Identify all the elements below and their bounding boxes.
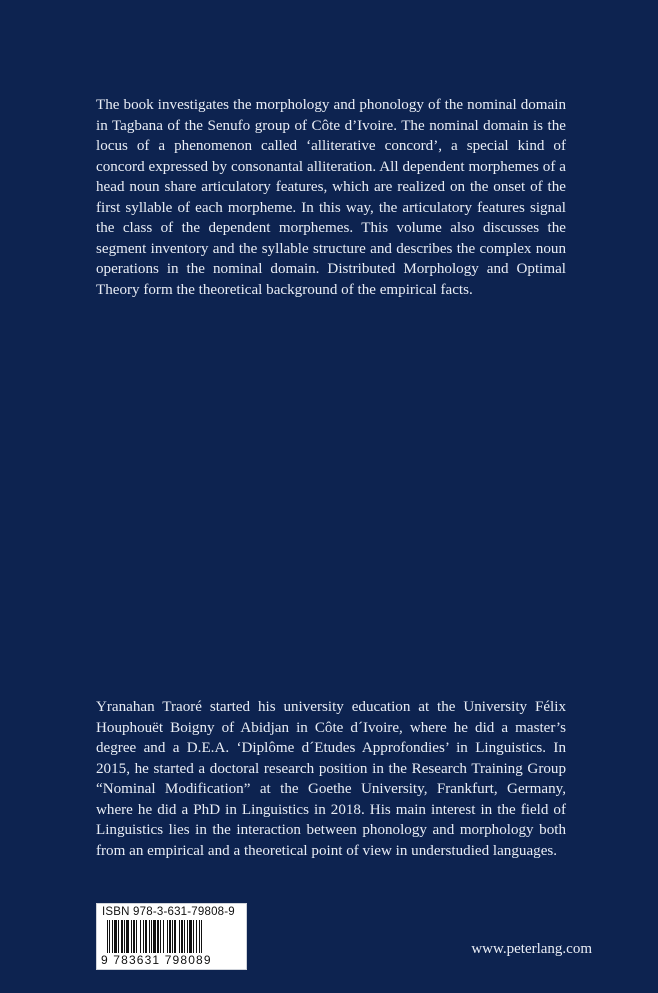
author-biography: Yranahan Traoré started his university education at the University Félix Houphouët Boigny of Abidjan in Côte d´Ivoire, where he did a master’s degree and a D.E.A. ‘Diplôme d´Etudes Approfondies’ in Linguistics. In 2015, he started a doctoral research position in the Research Training Group “Nominal Modification” at the Goethe University, Frankfurt, Germany, where he did a PhD in Linguistics in 2018. His main interest in the field of Linguistics lies in the interaction between phonology and morphology both from an empirical and a theoretical point of view in understudied languages. bbox=[96, 699, 566, 859]
barcode-bar bbox=[184, 920, 185, 956]
book-description: The book investigates the morphology and phonology of the nominal domain in Tagbana of the Senufo group of Côte d’Ivoire. The nominal domain is the locus of a phenomenon called ‘alliterative concord’, a special kind of concord expressed by consonantal alliteration. All dependent morphemes of a head noun share articulatory features, which are realized on the onset of the first syllable of each morpheme. In this way, the articulatory features signal the class of the dependent morphemes. This volume also discusses the segment inventory and the syllable structure and describes the complex noun operations in the nominal domain. Distributed Morphology and Optimal Theory form the theoretical background of the empirical facts. bbox=[96, 97, 566, 298]
barcode-bar bbox=[126, 920, 129, 956]
barcode-bar bbox=[169, 920, 171, 956]
barcode-bar bbox=[153, 920, 156, 956]
barcode-bar bbox=[163, 920, 164, 956]
barcode-bar bbox=[121, 920, 123, 956]
barcode-bar bbox=[107, 920, 108, 956]
barcode-bar bbox=[172, 920, 173, 956]
barcode-bar bbox=[187, 920, 188, 956]
isbn-label: ISBN 978-3-631-79808-9 bbox=[102, 906, 235, 918]
barcode-bar bbox=[160, 920, 161, 956]
barcode-bar bbox=[193, 920, 194, 956]
barcode-bar bbox=[131, 920, 132, 956]
barcode-bar bbox=[151, 920, 152, 956]
publisher-website: www.peterlang.com bbox=[471, 941, 592, 957]
barcode-bar bbox=[167, 920, 168, 956]
barcode-bar bbox=[196, 920, 197, 956]
barcode-bar bbox=[179, 920, 180, 956]
barcode-bar bbox=[145, 920, 147, 956]
barcode-bar bbox=[136, 920, 137, 956]
barcode-bar bbox=[112, 920, 113, 956]
barcode-bar bbox=[140, 920, 141, 956]
barcode-bar bbox=[124, 920, 125, 956]
barcode-bar bbox=[143, 920, 144, 956]
barcode-bar bbox=[149, 920, 150, 956]
barcode-bar bbox=[199, 920, 200, 956]
barcode-bar bbox=[201, 920, 202, 956]
barcode-bar bbox=[157, 920, 159, 956]
barcode-bar bbox=[189, 920, 192, 956]
barcode-bar bbox=[174, 920, 176, 956]
barcode-bar bbox=[133, 920, 135, 956]
barcode-digits: 9 783631 798089 bbox=[101, 953, 212, 967]
barcode-bar bbox=[114, 920, 117, 956]
isbn-barcode bbox=[96, 903, 247, 970]
barcode-bar bbox=[118, 920, 119, 956]
barcode-bars bbox=[107, 920, 241, 956]
barcode-bar bbox=[181, 920, 183, 956]
barcode-bar bbox=[109, 920, 110, 956]
